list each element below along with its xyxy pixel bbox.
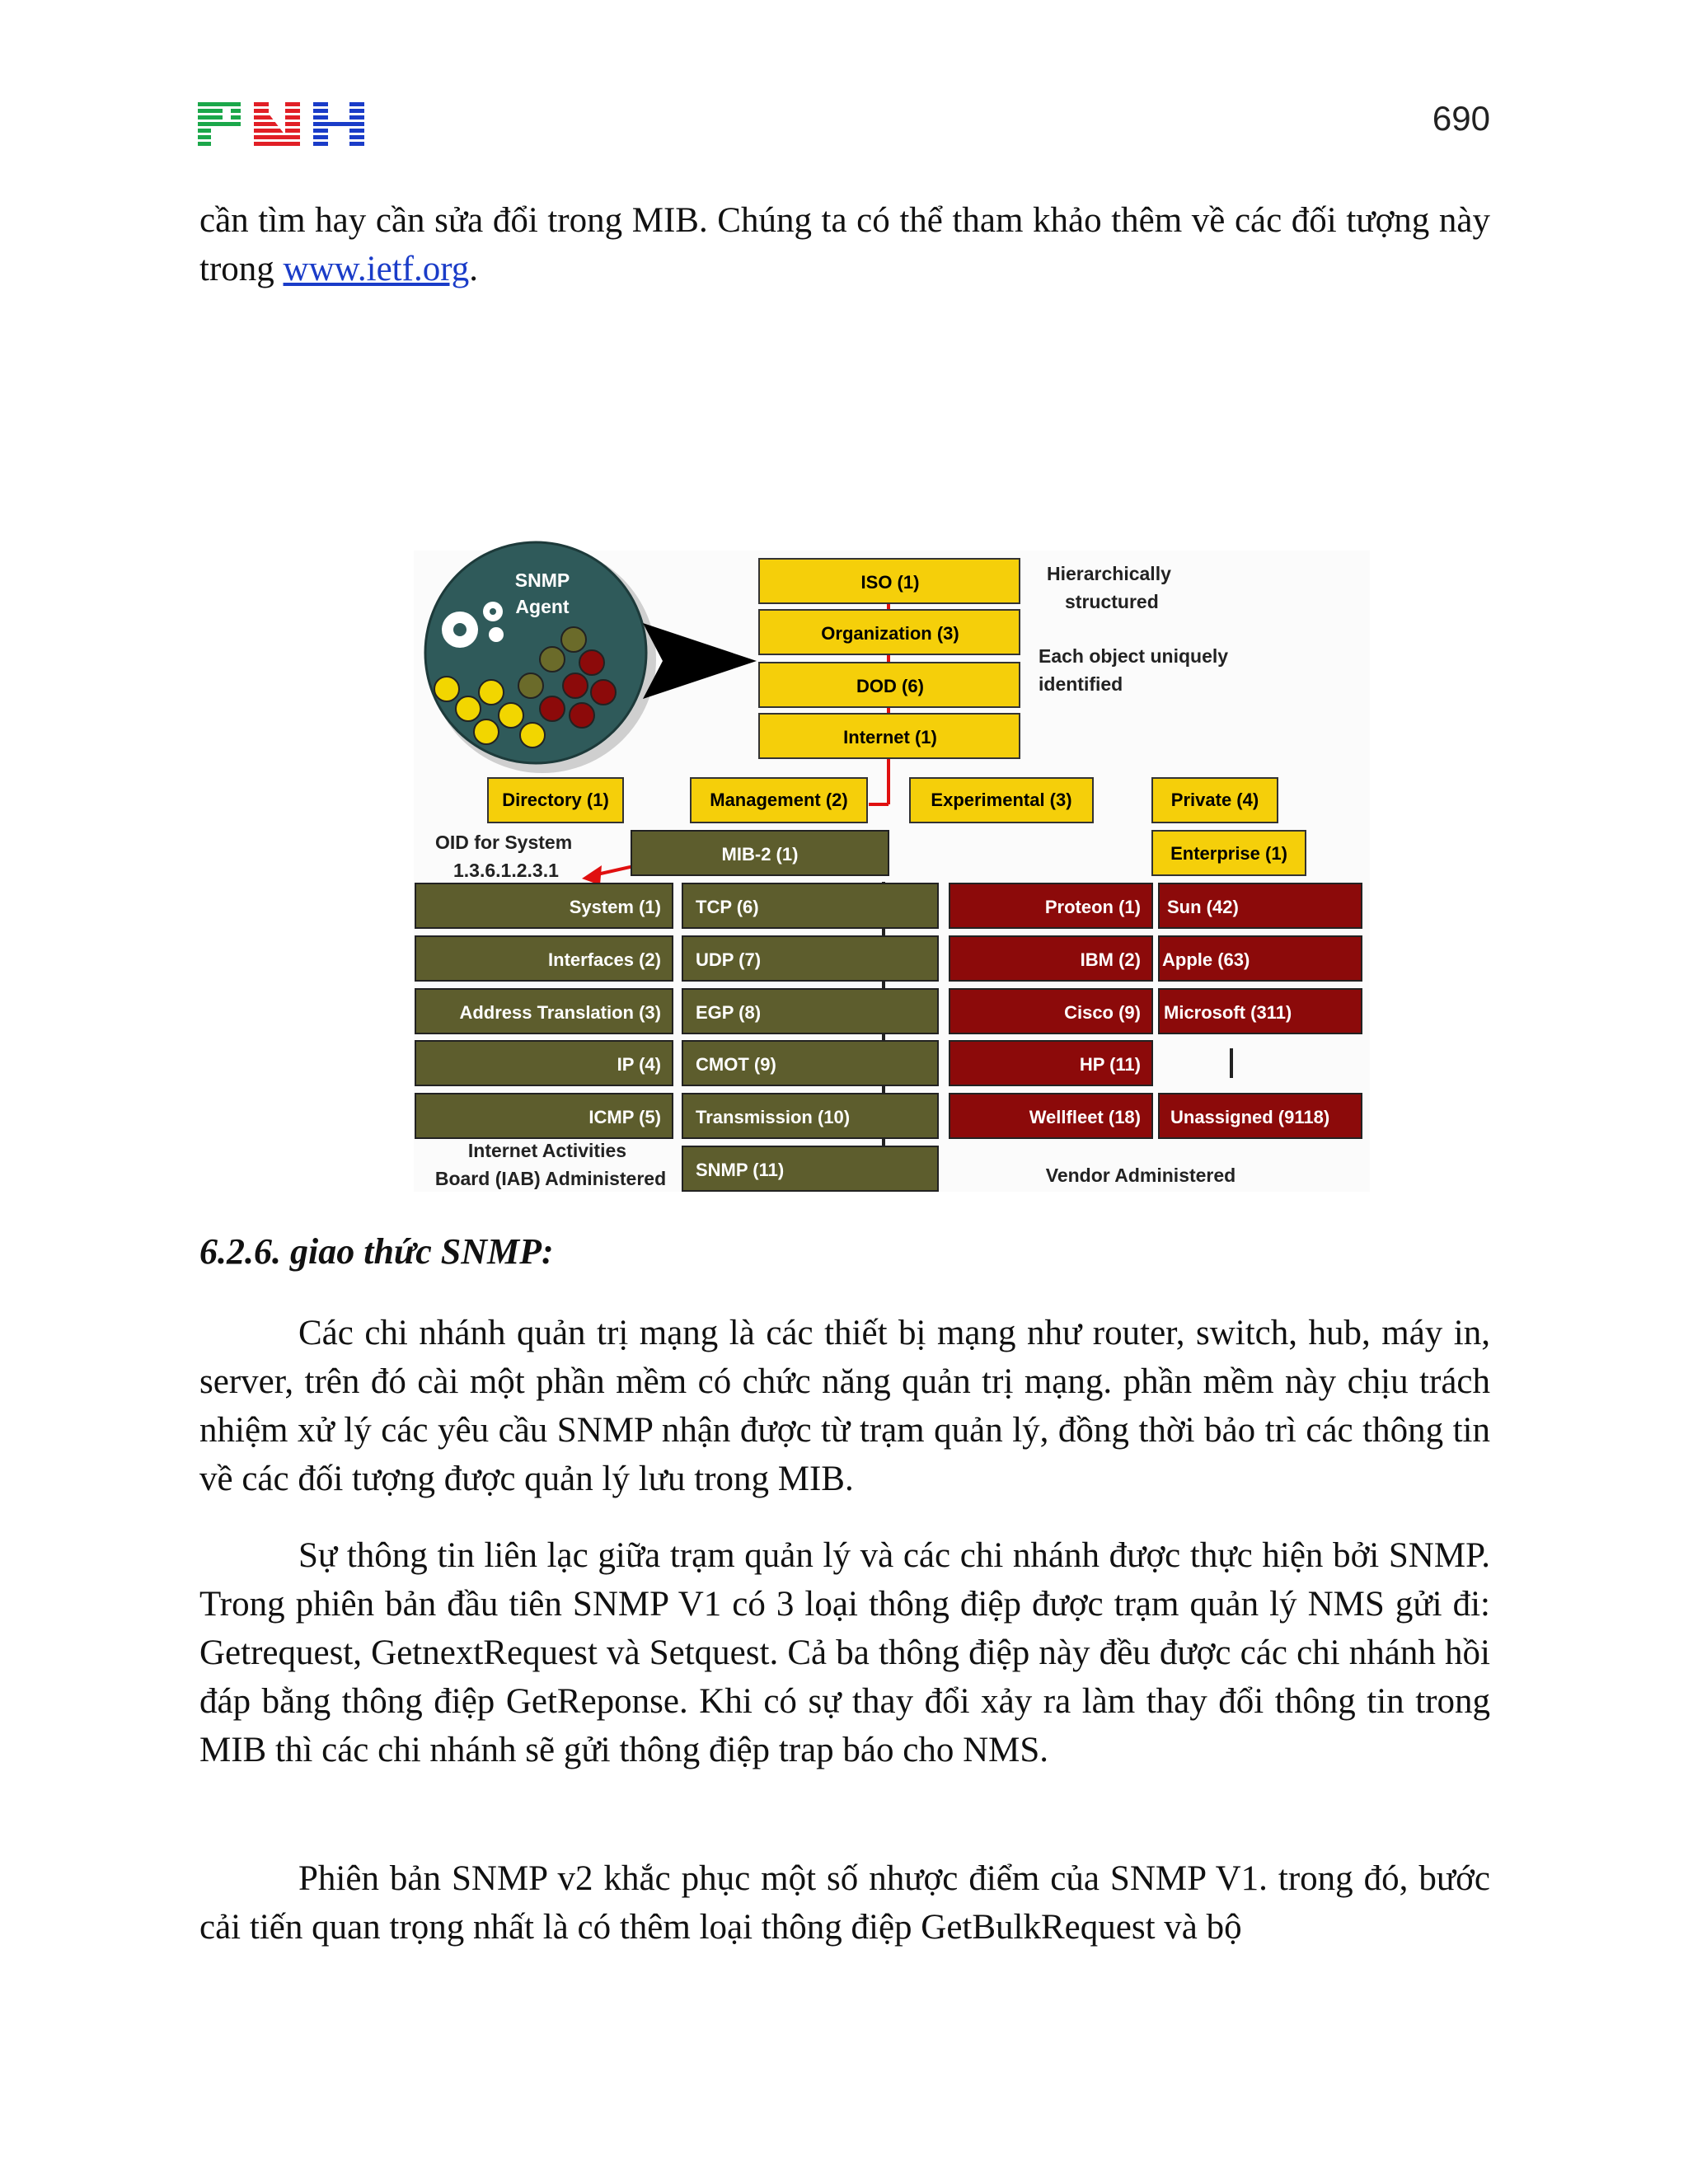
- enterprise-box: Enterprise (1): [1170, 843, 1287, 864]
- body-paragraph-1: Các chi nhánh quản trị mạng là các thiết bị mạng như router, switch, hub, máy in, server, trên đó cài một phần mềm có chức năng quản trị mạng. phần mềm này chịu trách nhiệm xử lý các yêu cầu SNMP nhận được từ trạm quản lý, đồng thời bảo trì các thông tin về các đối tượng được quản lý lưu trong MIB.: [199, 1314, 1490, 1498]
- mib-object: EGP (8): [696, 1002, 762, 1023]
- vendor-object: HP (11): [1079, 1054, 1141, 1075]
- vendor-object: Proteon (1): [1044, 897, 1141, 917]
- branch-management: Management (2): [710, 790, 848, 810]
- mib-object: SNMP (11): [696, 1160, 785, 1180]
- body-paragraph-2: Sự thông tin liên lạc giữa trạm quản lý và các chi nhánh được thực hiện bởi SNMP. Trong phiên bản đầu tiên SNMP V1 có 3 loại thông điệp được trạm quản lý NMS gửi đi: Getrequest, GetnextRequest và Setquest. Cả ba thông điệp này đều được các chi nhánh hồi đáp bằng thông điệp GetReponse. Khi có sự thay đổi xảy ra làm thay đổi thông tin trong MIB thì các chi nhánh sẽ gửi thông điệp trap báo cho NMS.: [199, 1536, 1490, 1769]
- branch-directory: Directory (1): [502, 790, 609, 810]
- iab-label-1: Internet Activities: [467, 1140, 627, 1161]
- oid-label-2: 1.3.6.1.2.3.1: [453, 860, 559, 881]
- mib-object: ICMP (5): [588, 1107, 661, 1127]
- mib-object: Address Translation (3): [459, 1002, 661, 1023]
- vendor-object: Wellfleet (18): [1029, 1107, 1141, 1127]
- mib-object: UDP (7): [696, 949, 762, 970]
- vendor-object: Sun (42): [1167, 897, 1239, 917]
- agent-title-1: SNMP: [514, 569, 570, 591]
- spine-label: Organization (3): [821, 623, 959, 644]
- oid-label-1: OID for System: [435, 832, 573, 853]
- section-heading: 6.2.6. giao thức SNMP:: [199, 1231, 554, 1272]
- spine-label: DOD (6): [856, 676, 924, 696]
- vendor-object: Unassigned (9118): [1170, 1107, 1330, 1127]
- mib-object: Transmission (10): [696, 1107, 851, 1127]
- agent-title-2: Agent: [515, 596, 570, 617]
- note-unique-2: identified: [1039, 673, 1123, 695]
- page-number: 690: [1432, 99, 1490, 138]
- vendor-object: Microsoft (311): [1164, 1002, 1292, 1023]
- vendor-object: IBM (2): [1080, 949, 1141, 970]
- note-unique-1: Each object uniquely: [1039, 645, 1229, 667]
- vendor-object: Cisco (9): [1064, 1002, 1141, 1023]
- branch-private: Private (4): [1170, 790, 1259, 810]
- vendor-label: Vendor Administered: [1045, 1165, 1236, 1186]
- spine-label: ISO (1): [860, 572, 920, 593]
- mib-object: CMOT (9): [696, 1054, 776, 1075]
- intro-text: cần tìm hay cần sửa đổi trong MIB. Chúng ta có thể tham khảo thêm về các đối tượng này trong: [199, 201, 1490, 288]
- intro-text-end: .: [469, 250, 478, 288]
- mib-object: System (1): [569, 897, 661, 917]
- spine-label: Internet (1): [843, 727, 937, 748]
- vendor-object: Apple (63): [1162, 949, 1250, 970]
- body-paragraph-3: Phiên bản SNMP v2 khắc phục một số nhược điểm của SNMP V1. trong đó, bước cải tiến quan trọng nhất là có thêm loại thông điệp GetBulkRequest và bộ: [199, 1859, 1490, 1947]
- mib-object: IP (4): [617, 1054, 661, 1075]
- note-hierarchy-1: Hierarchically: [1047, 563, 1171, 584]
- mib-object: Interfaces (2): [548, 949, 661, 970]
- mib2-box: MIB-2 (1): [721, 844, 799, 865]
- mib-object: TCP (6): [696, 897, 759, 917]
- ietf-link[interactable]: www.ietf.org: [283, 250, 470, 288]
- branch-experimental: Experimental (3): [931, 790, 1072, 810]
- iab-label-2: Board (IAB) Administered: [434, 1168, 667, 1189]
- note-hierarchy-2: structured: [1065, 591, 1159, 612]
